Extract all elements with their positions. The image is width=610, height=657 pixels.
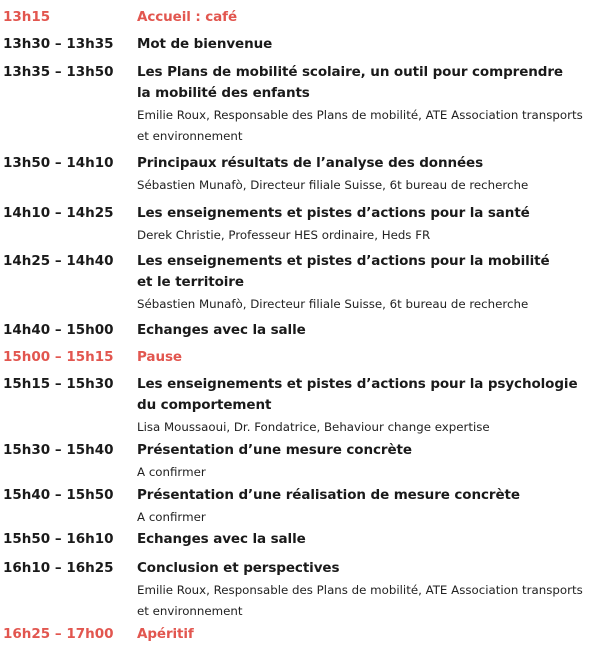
- item-title: Echanges avec la salle: [137, 322, 306, 338]
- item-speaker: A confirmer: [137, 510, 206, 524]
- item-title: Les enseignements et pistes d’actions pour la mobilité et le territoire: [137, 253, 550, 290]
- item-time: 14h25 – 14h40: [3, 253, 114, 269]
- item-speaker: Derek Christie, Professeur HES ordinaire, Heds FR: [137, 228, 431, 242]
- item-content: [137, 347, 607, 368]
- item-content: [137, 34, 607, 55]
- item-time: 15h15 – 15h30: [3, 376, 114, 392]
- item-title: Les enseignements et pistes d’actions pour la santé: [137, 205, 530, 221]
- item-speaker: Emilie Roux, Responsable des Plans de mobilité, ATE Association transports et environnement: [137, 108, 583, 143]
- item-title: Mot de bienvenue: [137, 36, 273, 52]
- item-speaker: A confirmer: [137, 465, 206, 479]
- item-content: [137, 203, 607, 246]
- item-speaker: Sébastien Munafò, Directeur filiale Suisse, 6t bureau de recherche: [137, 178, 529, 192]
- item-content: [137, 440, 607, 483]
- item-speaker: Lisa Moussaoui, Dr. Fondatrice, Behaviour change expertise: [137, 420, 490, 434]
- item-content: [137, 153, 607, 196]
- item-title: Présentation d’une réalisation de mesure concrète: [137, 487, 520, 503]
- item-title: Accueil : café: [137, 9, 238, 25]
- item-speaker: Emilie Roux, Responsable des Plans de mobilité, ATE Association transports et environnement: [137, 583, 583, 618]
- item-content: [137, 62, 607, 147]
- item-time: 14h10 – 14h25: [3, 205, 114, 221]
- item-title: Principaux résultats de l’analyse des données: [137, 155, 484, 171]
- item-content: [137, 624, 607, 645]
- item-title: Présentation d’une mesure concrète: [137, 442, 412, 458]
- item-title: Echanges avec la salle: [137, 531, 306, 547]
- item-content: [137, 320, 607, 341]
- item-title: Les Plans de mobilité scolaire, un outil pour comprendre la mobilité des enfants: [137, 64, 563, 101]
- item-content: [137, 251, 607, 315]
- item-content: [137, 485, 607, 528]
- item-time: 16h10 – 16h25: [3, 560, 114, 576]
- item-time: 15h40 – 15h50: [3, 487, 114, 503]
- item-title: Pause: [137, 349, 182, 365]
- item-speaker: Sébastien Munafò, Directeur filiale Suisse, 6t bureau de recherche: [137, 297, 529, 311]
- item-content: [137, 374, 607, 438]
- item-time: 13h50 – 14h10: [3, 155, 114, 171]
- item-time: 13h35 – 13h50: [3, 64, 114, 80]
- item-time: 15h50 – 16h10: [3, 531, 114, 547]
- item-time: 15h00 – 15h15: [3, 349, 114, 365]
- item-title: Apéritif: [137, 626, 194, 642]
- item-time: 13h15: [3, 9, 51, 25]
- item-title: Les enseignements et pistes d’actions pour la psychologie du comportement: [137, 376, 578, 413]
- item-content: [137, 558, 607, 622]
- item-time: 13h30 – 13h35: [3, 36, 114, 52]
- item-content: [137, 529, 607, 550]
- item-title: Conclusion et perspectives: [137, 560, 340, 576]
- item-time: 16h25 – 17h00: [3, 626, 114, 642]
- item-content: [137, 7, 607, 28]
- item-time: 15h30 – 15h40: [3, 442, 114, 458]
- item-time: 14h40 – 15h00: [3, 322, 114, 338]
